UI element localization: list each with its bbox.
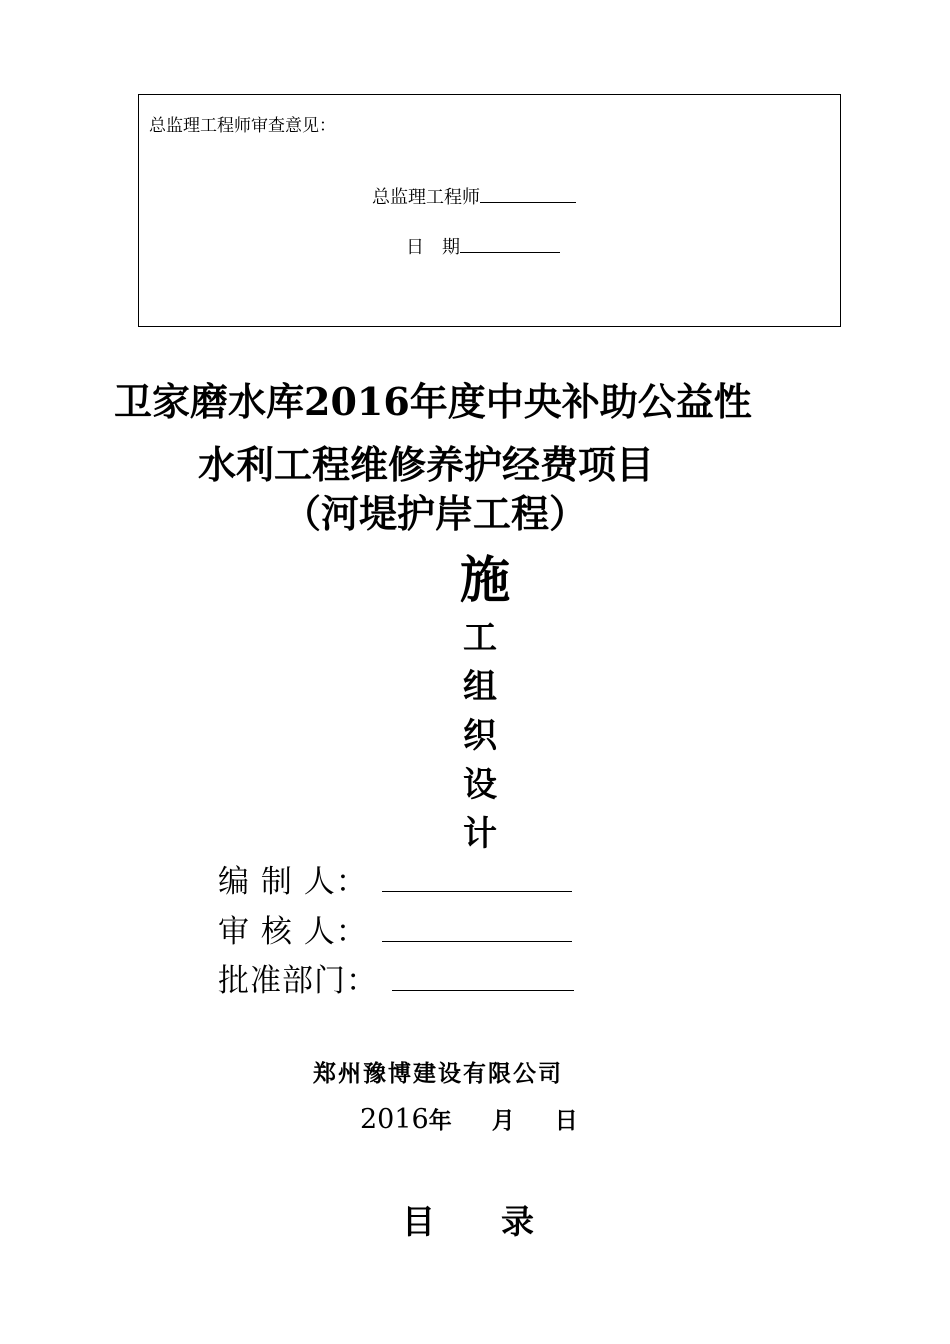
review-label: 总监理工程师审查意见：: [149, 116, 336, 136]
doc-type-char-1: 施: [460, 550, 510, 609]
reviewer-blank[interactable]: [382, 913, 572, 942]
document-date: [360, 1102, 578, 1135]
compiler-row: [218, 856, 572, 901]
review-date-blank[interactable]: [460, 234, 560, 253]
reviewer-label: 审 核 人：: [218, 914, 368, 950]
compiler-blank[interactable]: [382, 863, 572, 892]
toc-heading: 目 录: [402, 1202, 534, 1241]
compiler-label: 编 制 人：: [218, 864, 368, 900]
supervisor-review-box: [138, 94, 841, 327]
company-name: 郑州豫博建设有限公司: [313, 1060, 563, 1087]
approver-row: [218, 955, 574, 1000]
review-date-label: 日 期: [406, 237, 460, 258]
engineer-label: 总监理工程师: [372, 187, 480, 208]
project-subtitle: （河堤护岸工程）: [283, 491, 588, 536]
review-date-line: [406, 233, 560, 259]
engineer-signature-blank[interactable]: [480, 184, 576, 203]
date-year-unit: 年: [428, 1107, 452, 1134]
project-title-line1: 卫家磨水库2016年度中央补助公益性: [114, 379, 752, 424]
doc-type-char-2: 工: [463, 618, 497, 658]
reviewer-row: [218, 906, 572, 951]
date-month-unit: 月: [491, 1107, 515, 1134]
doc-type-char-3: 组: [463, 667, 497, 707]
doc-type-char-6: 计: [463, 814, 497, 854]
doc-type-char-5: 设: [463, 765, 497, 805]
date-year: 2016: [360, 1104, 429, 1135]
approver-label: 批准部门：: [218, 963, 378, 999]
date-day-unit: 日: [554, 1107, 578, 1134]
engineer-signature-line: [372, 183, 576, 209]
doc-type-char-4: 织: [463, 716, 497, 756]
approver-blank[interactable]: [392, 962, 574, 991]
project-title-line2: 水利工程维修养护经费项目: [198, 442, 655, 487]
